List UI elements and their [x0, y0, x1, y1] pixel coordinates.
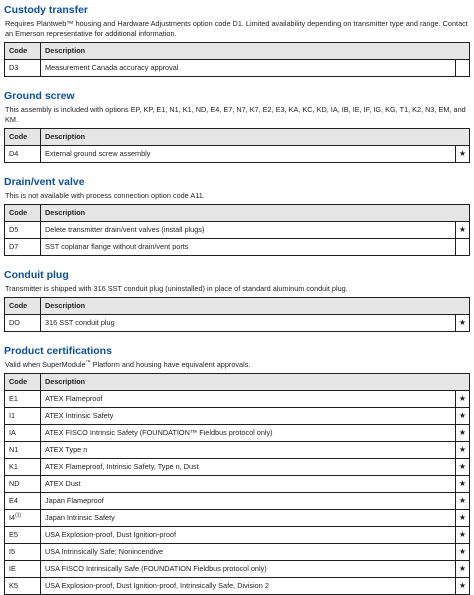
table-row: [5, 493, 470, 510]
option-description: Delete transmitter drain/vent valves (install plugs): [41, 222, 456, 239]
section-custody-transfer: [4, 4, 470, 77]
star-icon: ★: [455, 578, 469, 595]
description-header: Description: [41, 129, 470, 146]
option-description: ATEX Intrinsic Safety: [41, 408, 456, 425]
option-code: IA: [5, 425, 41, 442]
footnote-marker: (1): [15, 512, 22, 519]
option-code: I5: [5, 544, 41, 561]
star-icon: ★: [455, 510, 469, 527]
star-icon: ★: [455, 476, 469, 493]
section-description: Requires Plantweb™ housing and Hardware Adjustments option code D1. Limited availability depending on transmitter type and range. Contact an Emerson representative for additional information.: [5, 19, 468, 38]
section-description: This is not available with process connection option code A11.: [5, 191, 205, 200]
section-title: Product certifications: [4, 345, 112, 357]
option-description: ATEX Dust: [41, 476, 456, 493]
table-row: [5, 442, 470, 459]
option-description: ATEX Flameproof: [41, 391, 456, 408]
option-description: Japan Intrinsic Safety: [41, 510, 456, 527]
option-description: USA Explosion-proof, Dust Ignition-proof, Intrinsically Safe, Division 2: [41, 578, 456, 595]
option-description: Japan Flameproof: [41, 493, 456, 510]
table-row: [5, 578, 470, 595]
table-header-row: [5, 129, 470, 146]
option-code: E5: [5, 527, 41, 544]
option-code: K1: [5, 459, 41, 476]
options-table: [4, 297, 470, 332]
option-description: ATEX Type n: [41, 442, 456, 459]
star-icon: ★: [455, 425, 469, 442]
certifications-table: [4, 373, 470, 595]
option-description: USA FISCO Intrinsically Safe (FOUNDATION Fieldbus protocol only): [41, 561, 456, 578]
code-header: Code: [5, 129, 41, 146]
options-table: [4, 204, 470, 256]
section-title: Drain/vent valve: [4, 176, 85, 188]
option-code: I1: [5, 408, 41, 425]
table-header-row: [5, 374, 470, 391]
table-row: [5, 60, 470, 77]
table-row: [5, 544, 470, 561]
star-icon: ★: [455, 544, 469, 561]
star-icon: ★: [455, 315, 469, 332]
section-conduit-plug: [4, 269, 470, 332]
option-code: D3: [5, 60, 41, 77]
option-description: SST coplanar flange without drain/vent ports: [41, 239, 456, 256]
options-table: [4, 128, 470, 163]
star-icon: ★: [455, 408, 469, 425]
section-description: [4, 360, 470, 370]
table-row: [5, 459, 470, 476]
option-code: D5: [5, 222, 41, 239]
option-description: External ground screw assembly: [41, 146, 456, 163]
option-code: E4: [5, 493, 41, 510]
table-row: [5, 315, 470, 332]
star-icon: ★: [455, 442, 469, 459]
code-header: Code: [5, 298, 41, 315]
table-row: [5, 146, 470, 163]
option-description: Measurement Canada accuracy approval: [41, 60, 456, 77]
section-title: Ground screw: [4, 90, 75, 102]
option-code: IE: [5, 561, 41, 578]
table-header-row: [5, 43, 470, 60]
description-header: Description: [41, 298, 470, 315]
star-icon: ★: [455, 146, 469, 163]
section-description: Transmitter is shipped with 316 SST conduit plug (uninstalled) in place of standard aluminum conduit plug.: [5, 284, 348, 293]
option-code: D4: [5, 146, 41, 163]
table-row: [5, 239, 470, 256]
option-description: ATEX Flameproof, Intrinsic Safety, Type n, Dust: [41, 459, 456, 476]
section-drain-vent-valve: [4, 176, 470, 256]
code-header: Code: [5, 205, 41, 222]
star-icon: ★: [455, 459, 469, 476]
option-description: USA Explosion-proof, Dust Ignition-proof: [41, 527, 456, 544]
star-icon: ★: [455, 493, 469, 510]
description-header: Description: [41, 43, 470, 60]
option-description: ATEX FISCO Intrinsic Safety (FOUNDATION™ Fieldbus protocol only): [41, 425, 456, 442]
star-icon: [455, 239, 469, 256]
table-row: [5, 561, 470, 578]
option-code: K5: [5, 578, 41, 595]
description-text: Valid when SuperModule: [5, 360, 86, 369]
code-header: Code: [5, 374, 41, 391]
option-code: N1: [5, 442, 41, 459]
table-row: [5, 222, 470, 239]
section-product-certifications: [4, 345, 470, 595]
trademark-symbol: ™: [85, 359, 91, 366]
star-icon: ★: [455, 527, 469, 544]
description-header: Description: [41, 374, 470, 391]
table-row: [5, 391, 470, 408]
option-code: E1: [5, 391, 41, 408]
table-header-row: [5, 205, 470, 222]
option-code: DO: [5, 315, 41, 332]
option-description: USA Intrinsically Safe; Nonincendive: [41, 544, 456, 561]
table-row: [5, 408, 470, 425]
section-title: Conduit plug: [4, 269, 69, 281]
section-description: This assembly is included with options EP, KP, E1, N1, K1, ND, E4, E7, N7, K7, E2, E3, KA, KC, KD, IA, IB, IE, IF, IG, KG, T1, K2, N3, EM, and KM.: [5, 105, 466, 124]
option-code: ND: [5, 476, 41, 493]
code-header: Code: [5, 43, 41, 60]
option-code: I4$^{(1)}$: [5, 510, 41, 527]
description-text: Platform and housing have equivalent approvals.: [90, 360, 251, 369]
options-table: [4, 42, 470, 77]
section-ground-screw: [4, 90, 470, 163]
option-description: 316 SST conduit plug: [41, 315, 456, 332]
star-icon: ★: [455, 561, 469, 578]
star-icon: [455, 60, 469, 77]
table-header-row: [5, 298, 470, 315]
star-icon: ★: [455, 222, 469, 239]
table-row: [5, 510, 470, 527]
star-icon: ★: [455, 391, 469, 408]
section-title: Custody transfer: [4, 4, 89, 16]
table-row: [5, 527, 470, 544]
table-row: [5, 476, 470, 493]
option-code: D7: [5, 239, 41, 256]
table-row: [5, 425, 470, 442]
description-header: Description: [41, 205, 470, 222]
